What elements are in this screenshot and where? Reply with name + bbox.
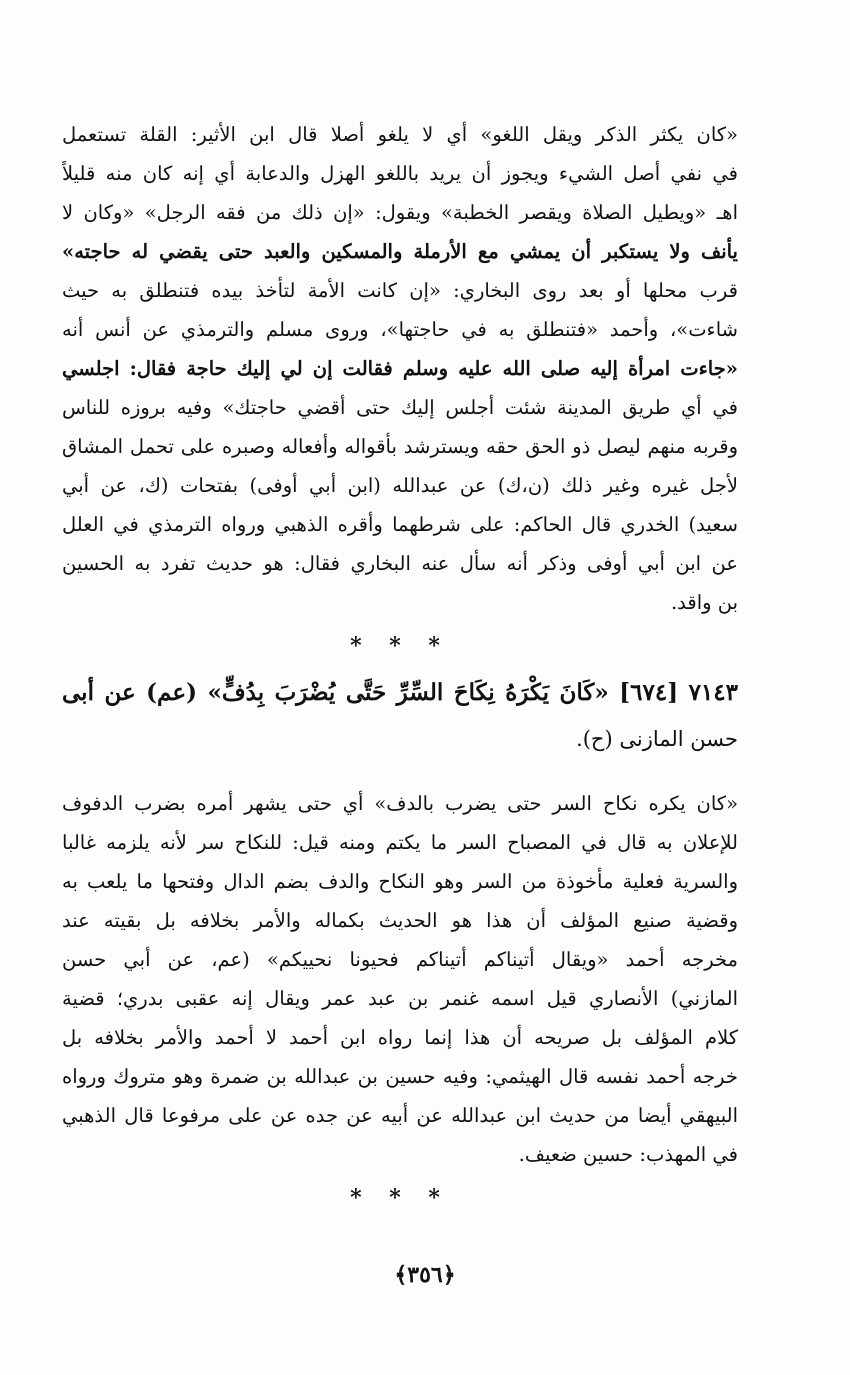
- text-line: في نفي أصل الشيء ويجوز أن يريد باللغو الهزل والدعابة أي إنه كان منه قليلاً: [62, 162, 738, 185]
- text-line: في المهذب: حسين ضعيف.: [518, 1143, 738, 1166]
- text-line: كلام المؤلف بل صريحه أن هذا إنما رواه ابن أحمد لا أحمد والأمر بخلافه بل: [62, 1026, 738, 1049]
- text-line: وقضية صنيع المؤلف أن هذا هو الحديث بكماله والأمر بخلافه بل بقيته عند: [62, 909, 738, 932]
- text-line: وقربه منهم ليصل ذو الحق حقه ويسترشد بأقواله وأفعاله وصبره على تحمل المشاق: [62, 435, 738, 458]
- hadith-text-line: ٧١٤٣ [٦٧٤] «كَانَ يَكْرَهُ نِكَاحَ السِّرِّ حَتَّى يُضْرَبَ بِدُفٍّ» (عم) عن أبى: [62, 679, 738, 706]
- text-line: يأنف ولا يستكبر أن يمشي مع الأرملة والمسكين والعبد حتى يقضي له حاجته»: [62, 240, 738, 263]
- text-line: عن ابن أبي أوفى وذكر أنه سأل عنه البخاري فقال: هو حديث تفرد به الحسين: [62, 552, 738, 575]
- text-line: لأجل غيره وغير ذلك (ن،ك) عن عبدالله (ابن أبي أوفى) بفتحات (ك، عن أبي: [62, 474, 738, 497]
- text-line: شاءت»، وأحمد «فتنطلق به في حاجتها»، وروى مسلم والترمذي عن أنس أنه: [62, 318, 738, 341]
- spacer: [62, 762, 738, 784]
- text-line: «جاءت امرأة إليه صلى الله عليه وسلم فقالت إن لي إليك حاجة فقال: اجلسي: [62, 357, 738, 380]
- text-line: في أي طريق المدينة شئت أجلس إليك حتى أقضي حاجتك» وفيه بروزه للناس: [62, 396, 738, 419]
- text-line: سعيد) الخدري قال الحاكم: على شرطهما وأقره الذهبي ورواه الترمذي في العلل: [62, 513, 738, 536]
- text-line: اهـ «ويطيل الصلاة ويقصر الخطبة» ويقول: «إن ذلك من فقه الرجل» «وكان لا: [62, 201, 738, 224]
- text-line: بن واقد.: [670, 591, 738, 614]
- text-line: المازني) الأنصاري قيل اسمه غنمر بن عبد عمر ويقال إنه عقبى بدري؛ قضية: [62, 987, 738, 1010]
- hadith-entry: [62, 670, 738, 762]
- page-number: ﴿٣٥٦﴾: [394, 1262, 456, 1288]
- text-line: «كان يكثر الذكر ويقل اللغو» أي لا يلغو أصلا قال ابن الأثير: القلة تستعمل: [62, 123, 738, 146]
- hadith-text-line: حسن المازنى (ح).: [576, 727, 738, 751]
- commentary-paragraph-1: [62, 115, 738, 622]
- commentary-paragraph-2: [62, 784, 738, 1174]
- text-line: قرب محلها أو بعد روى البخاري: «إن كانت الأمة لتأخذ بيده فتنطلق به حيث: [62, 279, 738, 302]
- text-line: والسرية فعلية مأخوذة من السر وهو النكاح والدف بضم الدال وفتحها ما يلعب به: [62, 870, 738, 893]
- text-line: للإعلان به قال في المصباح السر ما يكتم ومنه قيل: للنكاح سر لأنه يلزمه غالبا: [62, 831, 738, 854]
- text-line: «كان يكره نكاح السر حتى يضرب بالدف» أي حتى يشهر أمره بضرب الدفوف: [62, 792, 738, 815]
- text-line: البيهقي أيضا من حديث ابن عبدالله عن أبيه عن جده عن على مرفوعا قال الذهبي: [62, 1104, 738, 1127]
- section-separator: * * *: [350, 633, 450, 659]
- page-body: [62, 115, 738, 1222]
- section-separator: * * *: [350, 1185, 450, 1211]
- text-line: خرجه أحمد نفسه قال الهيثمي: وفيه حسين بن عبدالله بن ضمرة وهو متروك ورواه: [62, 1065, 738, 1088]
- text-line: مخرجه أحمد «ويقال أتيناكم أتيناكم فحيونا نحييكم» (عم، عن أبي حسن: [62, 948, 738, 971]
